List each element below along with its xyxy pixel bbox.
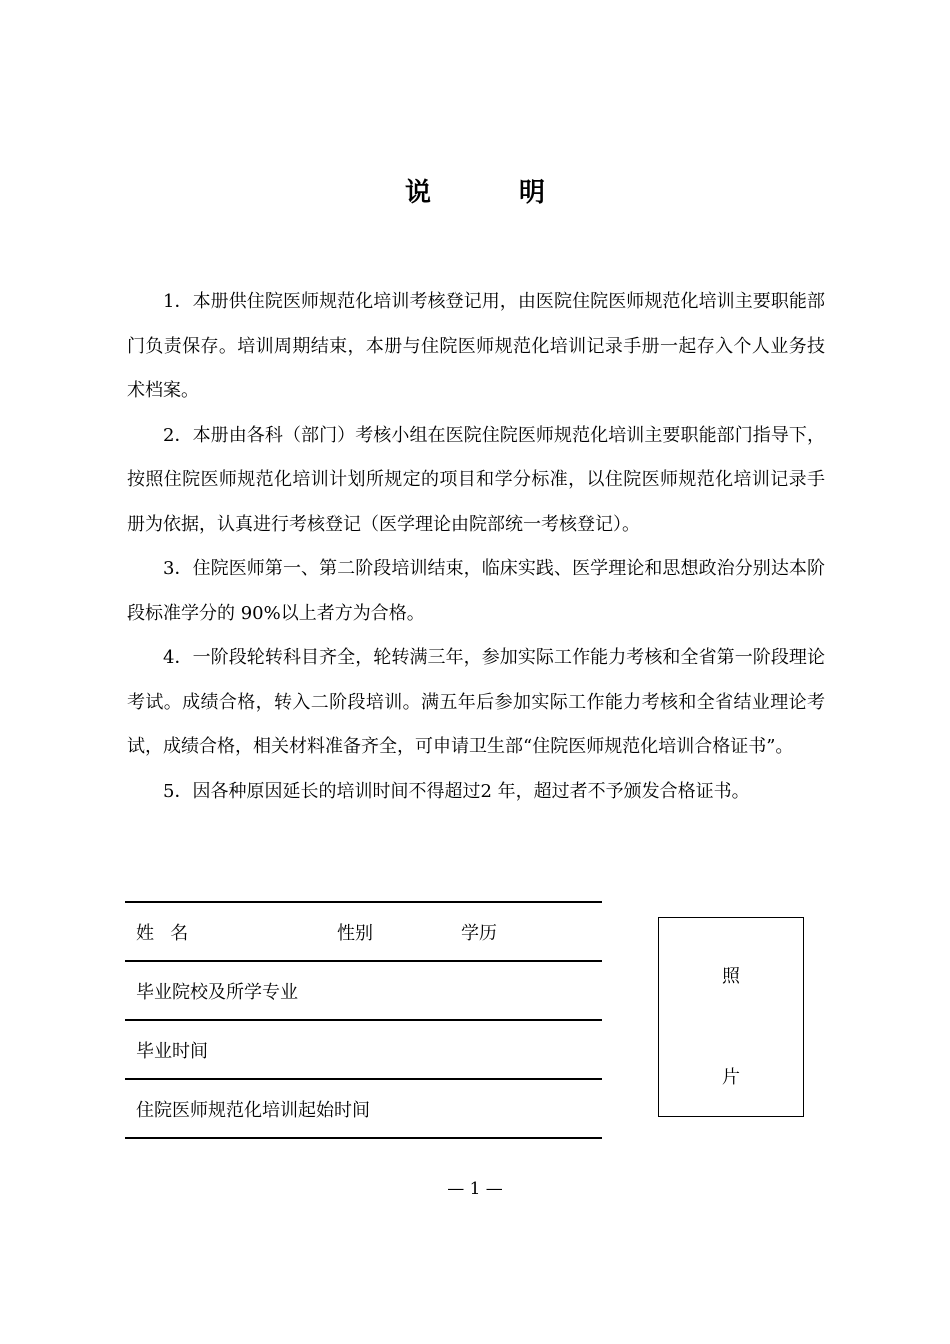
form-row-training-start [125,1078,602,1139]
instruction-item-1: 1．本册供住院医师规范化培训考核登记用，由医院住院医师规范化培训主要职能部门负责保存。培训周期结束，本册与住院医师规范化培训记录手册一起存入个人业务技术档案。 [127,291,825,401]
education-label: 学历 [461,923,497,944]
training-start-label: 住院医师规范化培训起始时间 [136,1100,370,1121]
school-major-label: 毕业院校及所学专业 [136,982,298,1003]
instruction-item-4: 4．一阶段轮转科目齐全，轮转满三年，参加实际工作能力考核和全省第一阶段理论考试。成绩合格，转入二阶段培训。满五年后参加实际工作能力考核和全省结业理论考试，成绩合格，相关材料准备齐全，可申请卫生部“住院医师规范化培训合格证书”。 [127,647,825,757]
instructions-list [127,280,825,814]
title-char-2: 明 [519,178,546,208]
graduation-time-label: 毕业时间 [136,1041,208,1062]
name-label: 姓名 [136,923,205,944]
instruction-item-5: 5．因各种原因延长的培训时间不得超过2 年，超过者不予颁发合格证书。 [163,780,750,802]
title-char-1: 说 [405,178,432,208]
personal-info-form [125,901,602,1139]
instruction-item-3: 3．住院医师第一、第二阶段培训结束，临床实践、医学理论和思想政治分别达本阶段标准学分的 90%以上者方为合格。 [127,558,825,624]
photo-label-char-2: 片 [722,1067,740,1088]
gender-label: 性别 [337,923,373,944]
form-row-basic [125,901,602,960]
photo-label-char-1: 照 [722,966,740,987]
page-number: — 1 — [447,1179,503,1199]
instruction-item-2: 2．本册由各科（部门）考核小组在医院住院医师规范化培训主要职能部门指导下，按照住院医师规范化培训计划所规定的项目和学分标准，以住院医师规范化培训记录手册为依据，认真进行考核登记（医学理论由院部统一考核登记）。 [127,424,825,535]
form-row-graduation [125,1019,602,1078]
photo-placeholder [658,917,804,1117]
form-row-school [125,960,602,1019]
